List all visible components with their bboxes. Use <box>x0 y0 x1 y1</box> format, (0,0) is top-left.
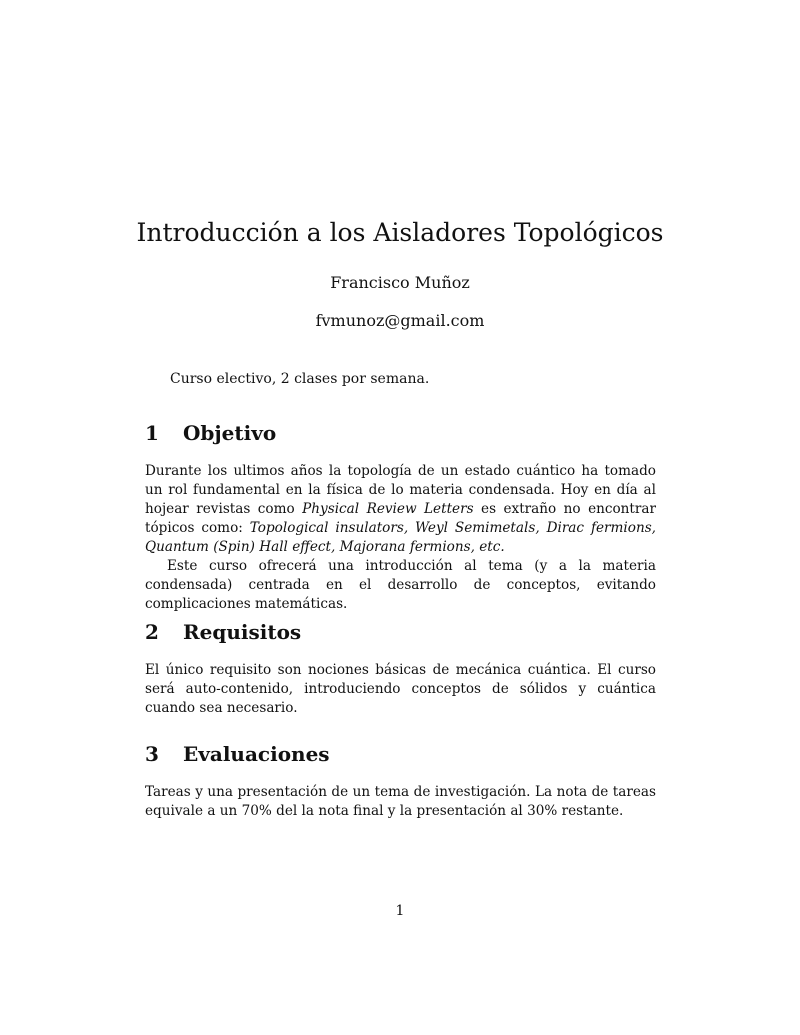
section-number: 2 <box>145 620 159 644</box>
section-number: 3 <box>145 742 159 766</box>
page-number: 1 <box>395 903 405 919</box>
author-name: Francisco Muñoz <box>330 273 470 292</box>
section-objetivo <box>145 418 656 614</box>
paragraph-text: es extraño no encontrar tópicos como: <box>145 501 656 536</box>
section-number: 1 <box>145 421 159 445</box>
paragraph: Este curso ofrecerá una introducción al tema (y a la materia condensada) centrada en el desarrollo de conceptos, evitando complicaciones matemáticas. <box>145 558 656 612</box>
section-title: Objetivo <box>183 421 277 445</box>
paragraph-text: Durante los ultimos años la topología de un estado cuántico ha tomado un rol fundamental en la física de lo materia condensada. Hoy en día al hojear revistas como <box>145 463 656 517</box>
abstract-text: Curso electivo, 2 clases por semana. <box>170 371 430 387</box>
document-title: Introducción a los Aisladores Topológicos <box>136 218 664 247</box>
section-title: Evaluaciones <box>183 742 330 766</box>
paragraph <box>145 462 656 557</box>
topics-list: Topological insulators, Weyl Semimetals, Dirac fermions, Quantum (Spin) Hall effect, Majorana fermions, etc. <box>145 520 656 555</box>
section-heading <box>145 739 656 769</box>
section-heading <box>145 418 656 448</box>
section-evaluaciones <box>145 739 656 821</box>
section-body <box>145 462 656 614</box>
section-title: Requisitos <box>183 620 302 644</box>
section-body <box>145 661 656 718</box>
journal-name: Physical Review Letters <box>302 501 474 517</box>
author-email: fvmunoz@gmail.com <box>315 311 485 330</box>
section-requisitos <box>145 617 656 718</box>
section-body <box>145 783 656 821</box>
paragraph: Tareas y una presentación de un tema de investigación. La nota de tareas equivale a un 70% del la nota final y la presentación al 30% restante. <box>145 784 656 819</box>
paragraph: El único requisito son nociones básicas de mecánica cuántica. El curso será auto-contenido, introduciendo conceptos de sólidos y cuántica cuando sea necesario. <box>145 662 656 716</box>
section-heading <box>145 617 656 647</box>
